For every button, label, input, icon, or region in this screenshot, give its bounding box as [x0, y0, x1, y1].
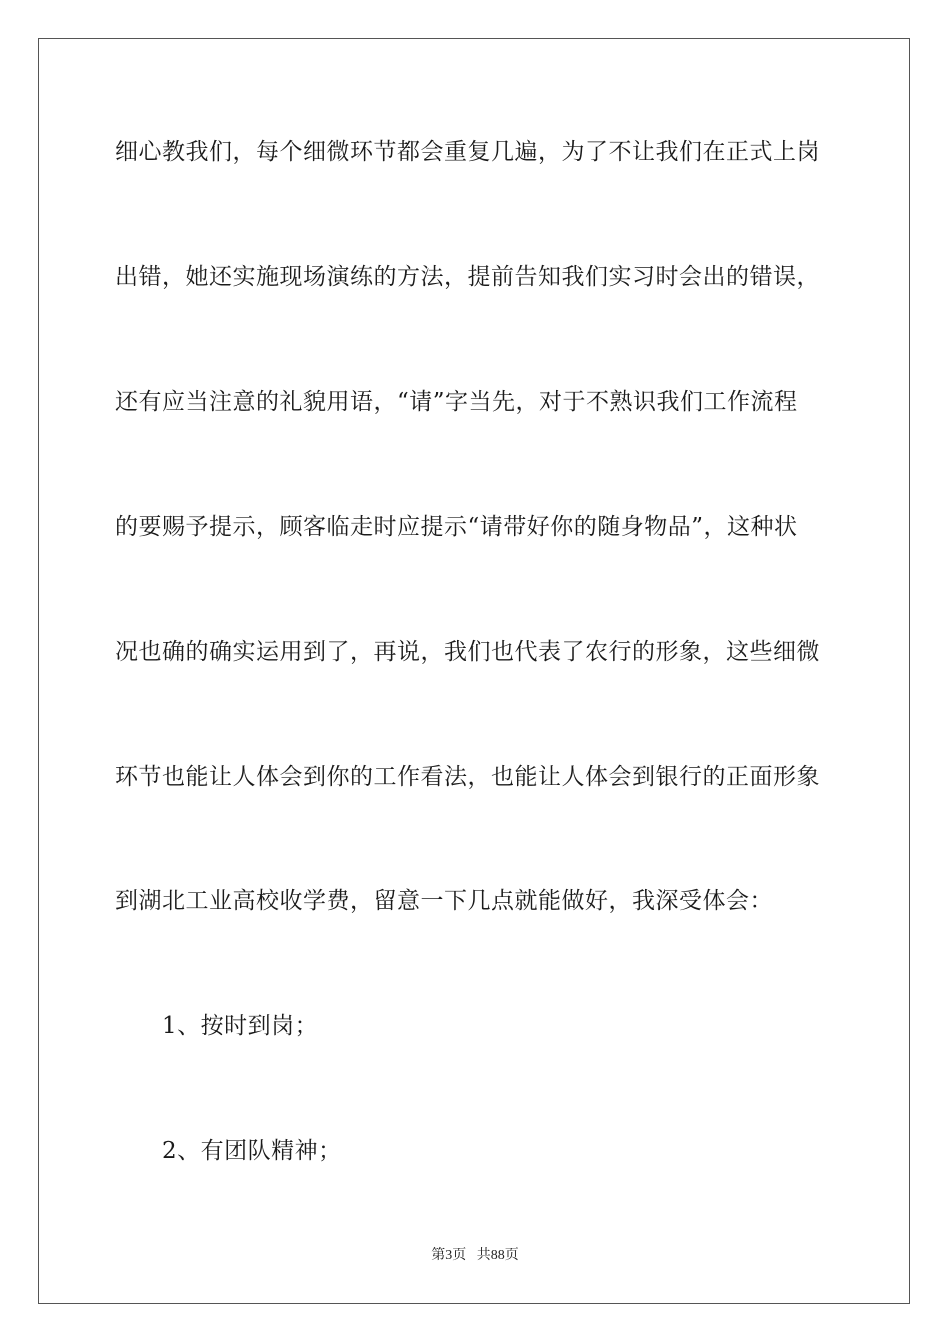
list-item-1: 1、按时到岗；: [162, 1013, 319, 1039]
body-line-1: 细心教我们，每个细微环节都会重复几遍，为了不让我们在正式上岗: [115, 139, 820, 165]
body-line-4: 的要赐予提示，顾客临走时应提示“请带好你的随身物品”，这种状: [115, 514, 798, 540]
page-border: [38, 38, 910, 1304]
body-line-5: 况也确的确实运用到了，再说，我们也代表了农行的形象，这些细微: [115, 639, 820, 665]
page-footer: [0, 1247, 950, 1265]
body-line-3: 还有应当注意的礼貌用语，“请”字当先，对于不熟识我们工作流程: [115, 389, 798, 415]
page-total: 共88页: [476, 1248, 519, 1263]
body-line-2: 出错，她还实施现场演练的方法，提前告知我们实习时会出的错误，: [115, 264, 820, 290]
body-line-6: 环节也能让人体会到你的工作看法，也能让人体会到银行的正面形象: [115, 764, 820, 790]
page-number: 第3页: [431, 1248, 467, 1263]
list-item-2: 2、有团队精神；: [162, 1138, 342, 1164]
body-line-7: 到湖北工业高校收学费，留意一下几点就能做好，我深受体会：: [115, 888, 773, 914]
